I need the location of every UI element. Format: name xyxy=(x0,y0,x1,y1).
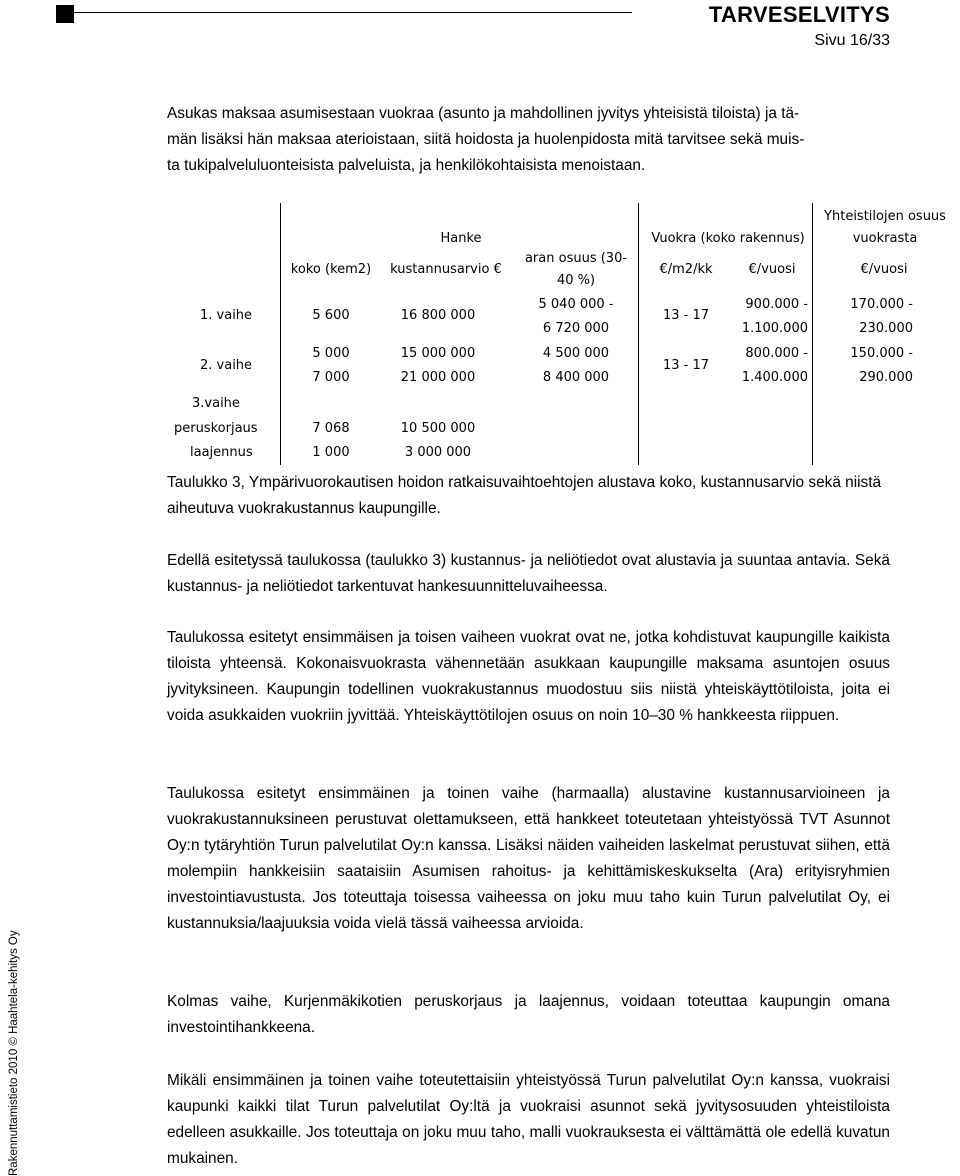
paragraph-4: Taulukossa esitetyt ensimmäinen ja toinen vaihe (harmaalla) alustavine kustannusarvioineen ja vuokrakustannuksineen perustuvat olettamukseen, että hankkeet toteutetaan yhteistyössä TVT Asunnot Oy:n tytäryhtiön Turun palvelutilat Oy:n kanssa. Lisäksi näiden vaiheiden laskelmat perustuvat siihen, että molempiin hankkeisiin saataisiin Asumisen rahoitus- ja kehittämiskeskukselta (Ara) erityisryhmien investointiavustusta. Jos toteuttaja toisessa vaiheessa on joku muu taho kuin Turun palvelutilat Oy, ei kustannuksia/laajuuksia voida vielä tässä vaiheessa arvioida. xyxy=(167,785,890,932)
header-hanke: Hanke xyxy=(440,231,482,246)
row2-kustannus-b: 21 000 000 xyxy=(400,370,476,385)
table-divider xyxy=(812,203,813,465)
row3-sub-peruskorjaus: peruskorjaus xyxy=(174,421,258,436)
header-ara-line1: aran osuus (30- xyxy=(524,251,628,266)
document-title: TARVESELVITYS xyxy=(708,2,890,27)
row1-yhteis-a: 170.000 - xyxy=(850,297,913,312)
table-divider xyxy=(280,203,281,465)
row3-kustannus-b: 3 000 000 xyxy=(404,445,472,460)
row2-yhteis-b: 290.000 xyxy=(859,370,913,385)
paragraph-1: Asukas maksaa asumisestaan vuokraa (asunto ja mahdollinen jyvitys yhteisistä tiloista) ja tä- män lisäksi hän maksaa aterioistaan, siitä hoidosta ja huolenpidosta mitä tarvitsee sekä muis- ta tukipalveluluonteisista palveluista, ja henkilökohtaisista menoistaan. xyxy=(167,105,805,174)
row2-kustannus-a: 15 000 000 xyxy=(400,346,476,361)
cost-table xyxy=(0,0,960,470)
paragraph-2: Edellä esitetyssä taulukossa (taulukko 3) kustannus- ja neliötiedot ovat alustavia ja suuntaa antavia. Sekä kustannus- ja neliötiedot tarkentuvat hankesuunnitteluvaiheessa. xyxy=(167,552,890,595)
row1-label: 1. vaihe xyxy=(200,308,253,323)
header-yhteistilat-line1: Yhteistilojen osuus xyxy=(824,209,946,224)
row2-yhteis-a: 150.000 - xyxy=(850,346,913,361)
paragraph-3: Taulukossa esitetyt ensimmäisen ja toisen vaiheen vuokrat ovat ne, jotka kohdistuvat kaupungille kaikista tiloista yhteensä. Kokonaisvuokrasta vähennetään asukkaan kaupungille maksama asuntojen osuus jyvityksineen. Kaupungin todellinen vuokrakustannus muodostuu siis niistä yhteiskäyttötiloista, joita ei voida asukkaiden vuokriin jyvittää. Yhteiskäyttötilojen osuus on noin 10–30 % hankkeesta riippuen. xyxy=(167,629,890,724)
row3-koko-b: 1 000 xyxy=(312,445,350,460)
row1-ara-b: 6 720 000 xyxy=(542,321,610,336)
page-number: Sivu 16/33 xyxy=(814,32,890,49)
row1-koko: 5 600 xyxy=(312,308,350,323)
row2-ara-a: 4 500 000 xyxy=(542,346,610,361)
row2-label: 2. vaihe xyxy=(200,358,253,373)
paragraph-6: Mikäli ensimmäinen ja toinen vaihe toteutettaisiin yhteistyössä Turun palvelutilat Oy:n kanssa, vuokraisi kaupunki kaikki tilat Turun palvelutilat Oy:ltä ja vuokraisi asunnot sekä jyvitysosuuden yhteistiloista edelleen asukkaille. Jos toteuttaja on joku muu taho, malli vuokrauksesta ei välttämättä ole edellä kuvatun mukainen. xyxy=(167,1072,890,1167)
row1-ara-a: 5 040 000 - xyxy=(538,297,614,312)
header-m2kk: €/m2/kk xyxy=(659,262,713,277)
row1-m2kk: 13 - 17 xyxy=(662,308,710,323)
paragraph-5: Kolmas vaihe, Kurjenmäkikotien peruskorjaus ja laajennus, voidaan toteuttaa kaupungin omana investointihankkeena. xyxy=(167,993,890,1036)
row3-koko-a: 7 068 xyxy=(312,421,350,436)
table-caption: Taulukko 3, Ympärivuorokautisen hoidon ratkaisuvaihtoehtojen alustava koko, kustannusarvio sekä niistä aiheutuva vuokrakustannus kaupungille. xyxy=(167,474,882,517)
row2-koko-a: 5 000 xyxy=(312,346,350,361)
header-yhteis-vuosi: €/vuosi xyxy=(860,262,908,277)
row3-kustannus-a: 10 500 000 xyxy=(400,421,476,436)
row2-ara-b: 8 400 000 xyxy=(542,370,610,385)
header-yhteistilat-line2: vuokrasta xyxy=(852,231,918,246)
row3-label: 3.vaihe xyxy=(192,396,240,411)
header-vuokra: Vuokra (koko rakennus) xyxy=(651,231,805,246)
header-ara-line2: 40 %) xyxy=(556,273,596,288)
row2-vuosi-a: 800.000 - xyxy=(745,346,808,361)
row1-kustannus: 16 800 000 xyxy=(400,308,476,323)
row2-vuosi-b: 1.400.000 xyxy=(741,370,808,385)
row1-vuosi-a: 900.000 - xyxy=(745,297,808,312)
row2-koko-b: 7 000 xyxy=(312,370,350,385)
copyright-sidebar: Rakennuttamistieto 2010 © Haahtela-kehitys Oy xyxy=(8,930,20,1176)
header-kustannusarvio: kustannusarvio € xyxy=(390,262,502,277)
row3-sub-laajennus: laajennus xyxy=(190,445,253,460)
header-koko: koko (kem2) xyxy=(290,262,372,277)
row1-yhteis-b: 230.000 xyxy=(859,321,913,336)
header-vuosi: €/vuosi xyxy=(748,262,796,277)
row2-m2kk: 13 - 17 xyxy=(662,358,710,373)
table-divider xyxy=(638,203,639,465)
row1-vuosi-b: 1.100.000 xyxy=(741,321,808,336)
